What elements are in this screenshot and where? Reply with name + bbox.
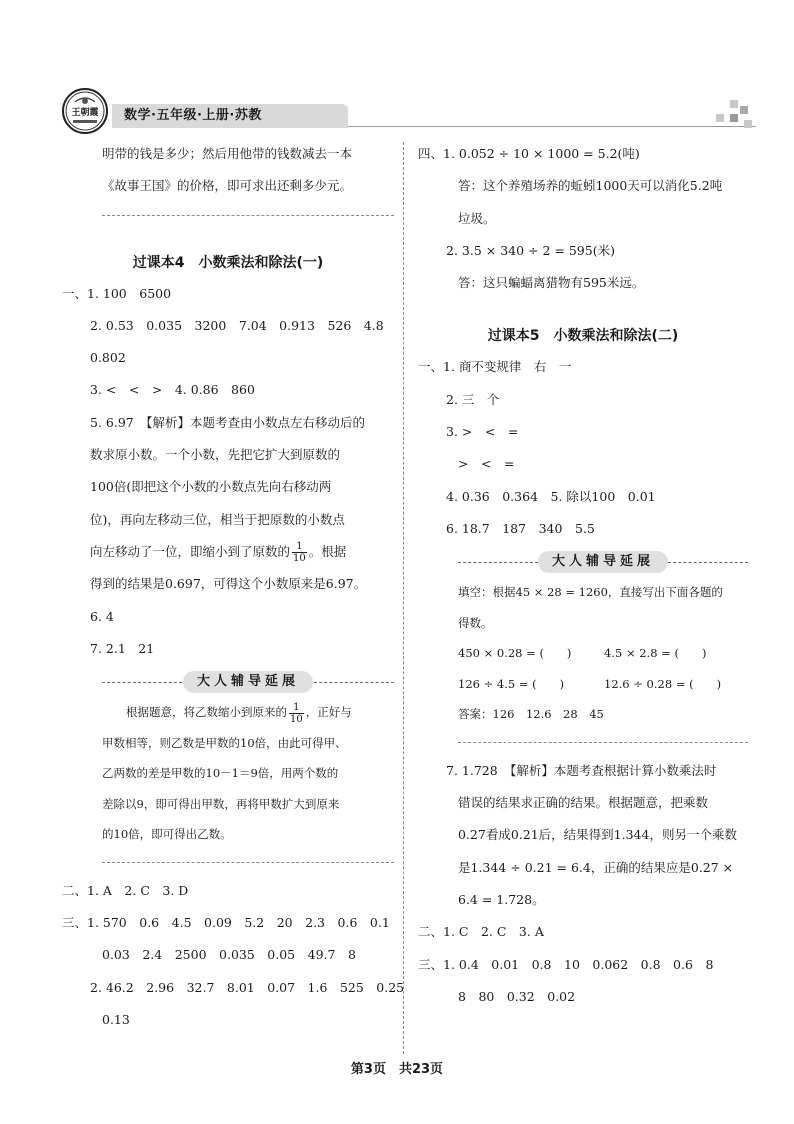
right-column <box>418 138 748 1013</box>
answer-line: 错误的结果求正确的结果。根据题意，把乘数 <box>458 795 709 811</box>
dashed-line <box>458 562 538 563</box>
extension-row <box>458 669 748 700</box>
answer-line: 0.27看成0.21后，结果得到1.344，则另一个乘数 <box>458 827 737 843</box>
extension-label: 大人辅导延展 <box>183 671 313 693</box>
book-title: 数学·五年级·上册·苏教 <box>112 104 348 128</box>
text-segment: 向左移动了一位，即缩小到了原数的 <box>90 543 291 559</box>
answer-line: 位)，再向左移动三位，相当于把原数的小数点 <box>90 511 345 527</box>
answer-line: 垃圾。 <box>458 210 496 226</box>
answer-line: 5. 6.97 【解析】本题考查由小数点左右移动后的 <box>90 414 365 430</box>
extension-line: 乙两数的差是甲数的10－1＝9倍，用两个数的 <box>102 766 339 781</box>
logo-text: 王朝霞 <box>71 108 99 118</box>
answer-line: 答：这只蝙蝠离猎物有595米远。 <box>458 275 645 291</box>
answer-line <box>62 536 394 568</box>
answer-line: 2. 3.5 × 340 ÷ 2 = 595(米) <box>446 242 615 258</box>
column-divider <box>403 142 404 1054</box>
dashed-line <box>102 682 182 683</box>
section-title-lesson-4: 过课本4 小数乘法和除法(一) <box>132 254 324 271</box>
answer-line: 6. 4 <box>90 608 114 624</box>
divider-line <box>102 215 394 216</box>
page-number: 第3页 共23页 <box>350 1062 444 1077</box>
answer-line: 一、1. 商不变规律 右 一 <box>418 359 572 375</box>
extension-label: 大人辅导延展 <box>538 551 668 573</box>
fraction-denominator: 10 <box>293 552 306 564</box>
intro-line: 《故事王国》的价格，即可求出还剩多少元。 <box>102 178 353 194</box>
extension-answer: 答案：126 12.6 28 45 <box>458 707 604 722</box>
answer-line: 得到的结果是0.697，可得这个小数原来是6.97。 <box>90 576 367 592</box>
dashed-line <box>314 682 394 683</box>
answer-line: 2. 三 个 <box>446 391 500 407</box>
text-segment: 根据题意，将乙数缩小到原来的 <box>126 705 287 720</box>
extension-line: 甲数相等，则乙数是甲数的10倍，由此可得甲、 <box>102 735 347 750</box>
fraction-denominator: 10 <box>290 713 303 725</box>
answer-line: 是1.344 ÷ 0.21 = 6.4，正确的结果应是0.27 × <box>458 859 734 875</box>
text-segment: ，正好与 <box>305 705 352 720</box>
extension-line: 填空：根据45 × 28 = 1260，直接写出下面各题的 <box>458 585 723 600</box>
dashed-line <box>668 562 748 563</box>
exercise-cell: 450 × 0.28 = ( ) <box>458 646 572 661</box>
answer-line: 4. 0.36̇ 0.364 5. 除以100 0.01 <box>446 488 656 504</box>
answer-line: 0.802 <box>90 350 126 366</box>
answer-line: 2. 46.2 2.96 32.7 8.01 0.07 1.6 525 0.25 <box>90 979 405 995</box>
text-segment: 。根据 <box>308 543 347 559</box>
answer-line: 2. 0.53 0.035 3200 7.04 0.913 526 4.8 <box>90 317 384 333</box>
extension-line <box>102 697 394 728</box>
extension-line: 的10倍，即可得出乙数。 <box>102 827 232 842</box>
answer-line: 100倍(即把这个小数的小数点先向右移动两 <box>90 479 332 495</box>
answer-line: 6. 18.7 187 340 5.5 <box>446 520 595 536</box>
fraction <box>292 541 307 564</box>
section-title-lesson-5: 过课本5 小数乘法和除法(二) <box>487 328 679 345</box>
exercise-cell: 12.6 ÷ 0.28 = ( ) <box>604 676 722 691</box>
page-header <box>62 88 742 134</box>
answer-line: 三、1. 570 0.6 4.5 0.09 5.2 20 2.3 0.6 0.1 <box>62 914 390 930</box>
extension-row <box>458 638 748 669</box>
answer-line: 6.4 = 1.728。 <box>458 891 545 907</box>
answer-line: 0.13 <box>102 1011 130 1027</box>
exercise-cell: 126 ÷ 4.5 = ( ) <box>458 676 565 691</box>
answer-line: 数求原小数。一个小数，先把它扩大到原数的 <box>90 447 341 463</box>
extension-content <box>418 577 748 730</box>
answer-line: 7. 2.1 21 <box>90 640 155 656</box>
answer-line: 3. > < = <box>446 424 519 440</box>
answer-line: 8 80 0.32 0.02 <box>458 988 576 1004</box>
extension-line: 差除以9，即可得出甲数，再将甲数扩大到原来 <box>102 796 340 811</box>
answer-line: 0.03 2.4 2500 0.035 0.05 49.7 8 <box>102 947 356 963</box>
answer-line: 四、1. 0.052 ÷ 10 × 1000 = 5.2(吨) <box>418 146 640 161</box>
extension-line: 得数。 <box>458 615 493 630</box>
header-rule <box>348 126 756 127</box>
intro-line: 明带的钱是多少；然后用他带的钱数减去一本 <box>102 146 353 161</box>
answer-line: 一、1. 100 6500 <box>62 285 172 301</box>
extension-header <box>458 551 748 573</box>
divider-line <box>102 862 394 863</box>
left-column <box>62 138 405 1036</box>
fraction-numerator: 1 <box>292 541 307 553</box>
answer-line: > < = <box>458 456 515 472</box>
publisher-logo <box>62 88 108 134</box>
divider-line <box>458 742 748 743</box>
answer-line: 二、1. A 2. C 3. D <box>62 882 189 898</box>
answer-line: 三、1. 0.4 0.01 0.8 10 0.062 0.8 0.6 8 <box>418 956 714 972</box>
extension-content <box>62 697 394 850</box>
answer-line: 答：这个养殖场养的蚯蚓1000天可以消化5.2吨 <box>458 178 723 194</box>
fraction-numerator: 1 <box>289 702 304 714</box>
fraction <box>289 702 304 725</box>
answer-line: 3. < < > 4. 0.86 860 <box>90 382 255 398</box>
answer-line: 7. 1.728 【解析】本题考查根据计算小数乘法时 <box>446 762 717 778</box>
extension-header <box>102 671 394 693</box>
corner-squares-decoration <box>716 100 752 130</box>
exercise-cell: 4.5 × 2.8 = ( ) <box>604 646 707 661</box>
answer-line: 二、1. C 2. C 3. A <box>418 924 544 940</box>
